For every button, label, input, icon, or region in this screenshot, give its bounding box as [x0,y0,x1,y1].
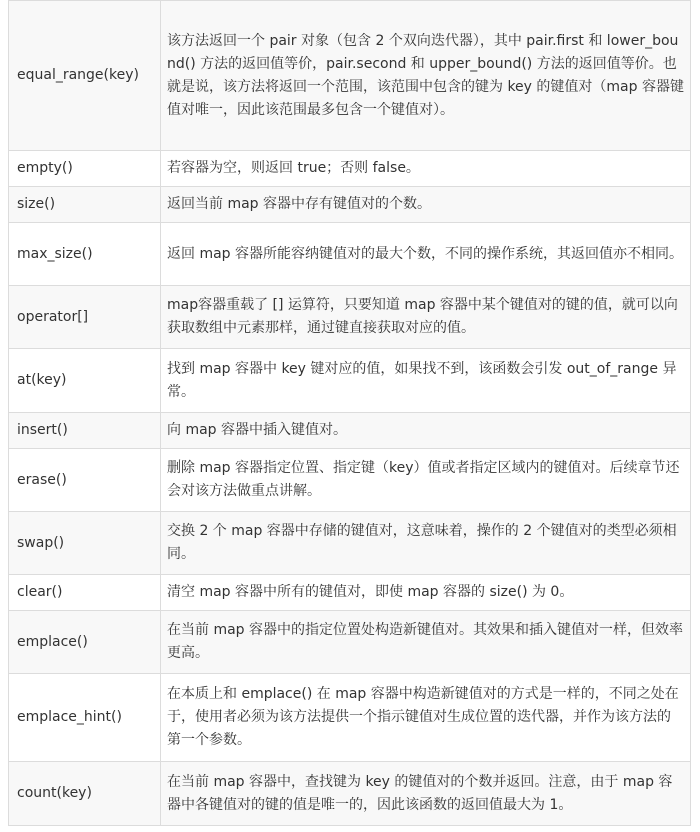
table-row [9,286,691,349]
method-name: max_size() [9,223,161,286]
method-description: 交换 2 个 map 容器中存储的键值对，这意味着，操作的 2 个键值对的类型必须相同。 [161,512,691,575]
table-row [9,674,691,762]
table-row [9,449,691,512]
method-description: 在当前 map 容器中的指定位置处构造新键值对。其效果和插入键值对一样，但效率更高。 [161,611,691,674]
method-description: 返回 map 容器所能容纳键值对的最大个数，不同的操作系统，其返回值亦不相同。 [161,223,691,286]
method-name: insert() [9,413,161,449]
method-name: swap() [9,512,161,575]
table-row [9,413,691,449]
method-description: 若容器为空，则返回 true；否则 false。 [161,151,691,187]
method-name: clear() [9,575,161,611]
method-description: 向 map 容器中插入键值对。 [161,413,691,449]
method-name: at(key) [9,349,161,413]
table-row [9,512,691,575]
method-description: 找到 map 容器中 key 键对应的值，如果找不到，该函数会引发 out_of_range 异常。 [161,349,691,413]
method-description: 该方法返回一个 pair 对象（包含 2 个双向迭代器），其中 pair.first 和 lower_bound() 方法的返回值等价，pair.second 和 upper_bound() 方法的返回值等价。也就是说，该方法将返回一个范围，该范围中包含的键为 key 的键值对（map 容器键值对唯一，因此该范围最多包含一个键值对）。 [161,1,691,151]
method-description: 在本质上和 emplace() 在 map 容器中构造新键值对的方式是一样的，不同之处在于，使用者必须为该方法提供一个指示键值对生成位置的迭代器，并作为该方法的第一个参数。 [161,674,691,762]
table-row [9,1,691,151]
method-name: erase() [9,449,161,512]
method-name: size() [9,187,161,223]
table-row [9,349,691,413]
table-row [9,223,691,286]
table-body [9,1,691,826]
method-name: emplace() [9,611,161,674]
method-description: 在当前 map 容器中，查找键为 key 的键值对的个数并返回。注意，由于 map 容器中各键值对的键的值是唯一的，因此该函数的返回值最大为 1。 [161,762,691,826]
method-name: equal_range(key) [9,1,161,151]
method-name: empty() [9,151,161,187]
method-description: 删除 map 容器指定位置、指定键（key）值或者指定区域内的键值对。后续章节还会对该方法做重点讲解。 [161,449,691,512]
table-row [9,575,691,611]
method-name: emplace_hint() [9,674,161,762]
method-description: 清空 map 容器中所有的键值对，即使 map 容器的 size() 为 0。 [161,575,691,611]
table-row [9,762,691,826]
map-methods-table [8,0,691,826]
method-name: count(key) [9,762,161,826]
table-row [9,611,691,674]
method-description: 返回当前 map 容器中存有键值对的个数。 [161,187,691,223]
table-row [9,187,691,223]
method-name: operator[] [9,286,161,349]
table-row [9,151,691,187]
method-description: map容器重载了 [] 运算符，只要知道 map 容器中某个键值对的键的值，就可以向获取数组中元素那样，通过键直接获取对应的值。 [161,286,691,349]
